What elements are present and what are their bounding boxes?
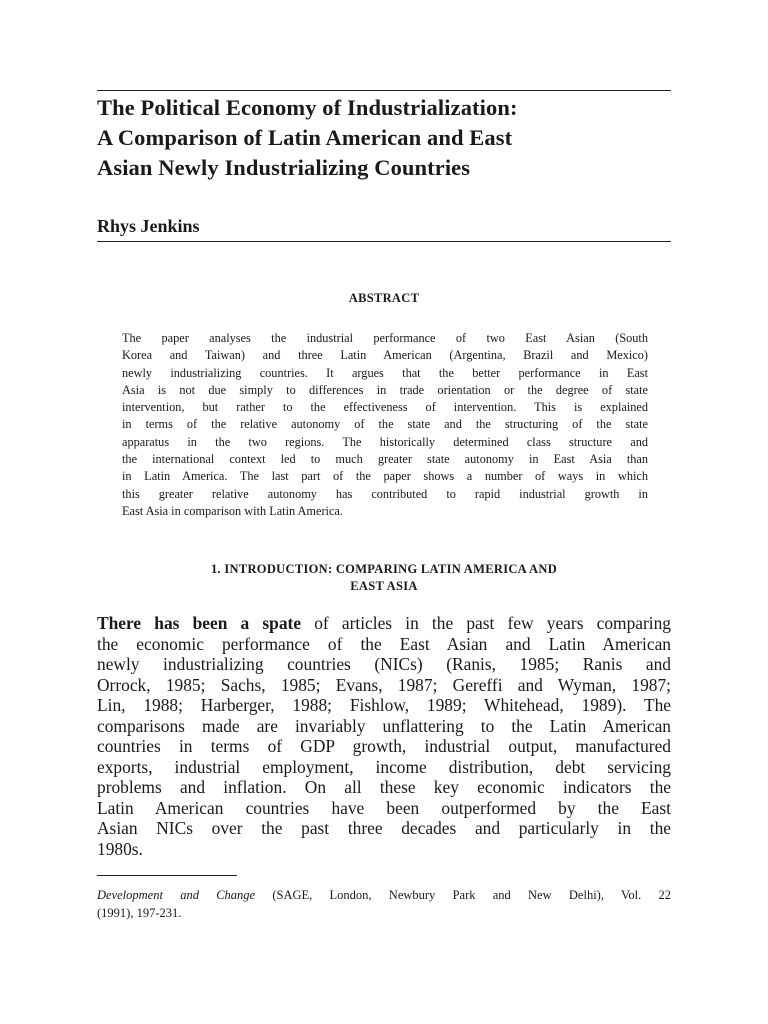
body-line: newly industrializing countries (NICs) (Ranis, 1985; Ranis and xyxy=(97,654,671,674)
body-first-line-rest: of articles in the past few years comparing xyxy=(301,613,671,633)
footnote-line-1 xyxy=(97,886,671,904)
abstract-line: Korea and Taiwan) and three Latin American (Argentina, Brazil and Mexico) xyxy=(122,348,648,363)
title-line-1: The Political Economy of Industrialization: xyxy=(97,95,518,120)
abstract-heading: ABSTRACT xyxy=(348,291,420,305)
journal-name: Development and Change xyxy=(97,888,256,902)
title-line-2: A Comparison of Latin American and East xyxy=(97,125,513,150)
footnote-rule xyxy=(97,875,237,876)
abstract-text xyxy=(122,330,648,520)
footnote-line-2: (1991), 197-231. xyxy=(97,906,182,920)
body-line: Lin, 1988; Harberger, 1988; Fishlow, 1989; Whitehead, 1989). The xyxy=(97,695,671,715)
footnote xyxy=(97,886,671,922)
paper-title xyxy=(97,93,677,183)
body-line: the economic performance of the East Asian and Latin American xyxy=(97,633,671,654)
abstract-line: apparatus in the two regions. The historically determined class structure and xyxy=(122,434,648,449)
author-name: Rhys Jenkins xyxy=(97,216,200,236)
body-line: comparisons made are invariably unflattering to the Latin American xyxy=(97,715,671,736)
body-line: problems and inflation. On all these key economic indicators the xyxy=(97,777,671,797)
body-line: 1980s. xyxy=(97,838,143,859)
abstract-line: the international context led to much greater state autonomy in East Asia than xyxy=(122,452,648,467)
abstract-line: in terms of the relative autonomy of the state and the structuring of the state xyxy=(122,417,648,432)
body-line: Orrock, 1985; Sachs, 1985; Evans, 1987; Gereffi and Wyman, 1987; xyxy=(97,674,671,695)
section-heading xyxy=(0,561,768,595)
body-line: Latin American countries have been outperformed by the East xyxy=(97,797,671,818)
section-heading-line-1: 1. INTRODUCTION: COMPARING LATIN AMERICA AND xyxy=(210,562,558,576)
abstract-line: Asia is not due simply to differences in trade orientation or the degree of state xyxy=(122,382,648,397)
body-line xyxy=(97,613,671,634)
body-line: Asian NICs over the past three decades and particularly in the xyxy=(97,818,671,838)
footnote-details: (SAGE, London, Newbury Park and New Delhi), Vol. 22 xyxy=(255,888,671,902)
lead-in-text: There has been a spate xyxy=(97,613,302,633)
title-line-3: Asian Newly Industrializing Countries xyxy=(97,155,471,180)
abstract-line: The paper analyses the industrial performance of two East Asian (South xyxy=(122,331,648,345)
abstract-line: in Latin America. The last part of the paper shows a number of ways in which xyxy=(122,469,648,484)
introduction-paragraph xyxy=(97,613,671,859)
body-line: countries in terms of GDP growth, industrial output, manufactured xyxy=(97,736,671,756)
abstract-line: East Asia in comparison with Latin America. xyxy=(122,503,343,518)
section-heading-line-2: EAST ASIA xyxy=(350,579,418,593)
author-rule xyxy=(97,241,671,242)
body-line: exports, industrial employment, income distribution, debt servicing xyxy=(97,756,671,777)
abstract-line: newly industrializing countries. It argues that the better performance in East xyxy=(122,365,648,380)
abstract-line: this greater relative autonomy has contributed to rapid industrial growth in xyxy=(122,486,648,501)
top-rule xyxy=(97,90,671,91)
abstract-line: intervention, but rather to the effectiveness of intervention. This is explained xyxy=(122,400,648,415)
